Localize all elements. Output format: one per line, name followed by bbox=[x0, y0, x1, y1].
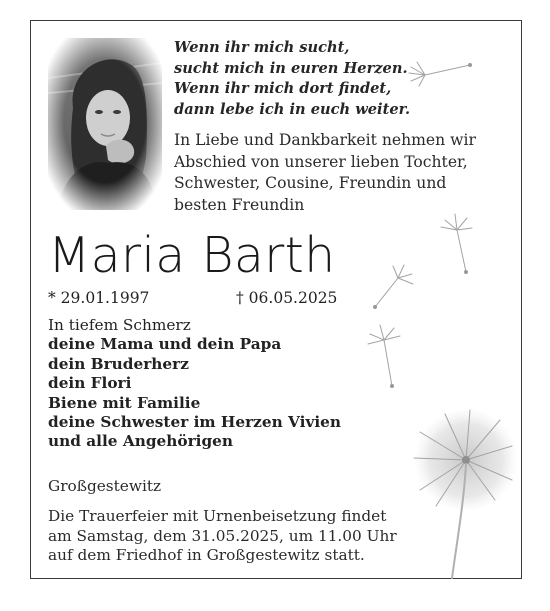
poem-line: dann lebe ich in euch weiter. bbox=[174, 100, 411, 118]
mourner-line: dein Flori bbox=[48, 374, 132, 393]
deceased-name: Maria Barth bbox=[48, 227, 336, 284]
dandelion-head bbox=[414, 408, 518, 578]
intro-line: besten Freundin bbox=[174, 195, 305, 214]
mourner-line: deine Mama und dein Papa bbox=[48, 335, 282, 354]
intro-text bbox=[174, 130, 504, 216]
mourners-list bbox=[48, 316, 408, 452]
service-info bbox=[48, 507, 408, 566]
intro-line: Schwester, Cousine, Freundin und bbox=[174, 174, 447, 192]
portrait-photo bbox=[48, 38, 162, 210]
birth-date: * 29.01.1997 bbox=[48, 289, 150, 307]
poem bbox=[174, 38, 494, 120]
mourner-line: deine Schwester im Herzen Vivien bbox=[48, 413, 341, 432]
service-line: auf dem Friedhof in Großgestewitz statt. bbox=[48, 546, 365, 565]
intro-line: Abschied von unserer lieben Tochter, bbox=[174, 152, 468, 171]
place-name: Großgestewitz bbox=[48, 477, 162, 495]
death-date: † 06.05.2025 bbox=[236, 289, 338, 307]
service-line: Die Trauerfeier mit Urnenbeisetzung findet bbox=[48, 507, 387, 525]
poem-line: sucht mich in euren Herzen. bbox=[174, 59, 408, 77]
mourner-line: dein Bruderherz bbox=[48, 354, 189, 373]
mourners-intro: In tiefem Schmerz bbox=[48, 316, 191, 334]
mourner-line: und alle Angehörigen bbox=[48, 432, 234, 451]
mourner-line: Biene mit Familie bbox=[48, 393, 201, 412]
service-line: am Samstag, dem 31.05.2025, um 11.00 Uhr bbox=[48, 526, 397, 545]
poem-line: Wenn ihr mich dort findet, bbox=[174, 80, 392, 97]
dandelion-seed bbox=[441, 214, 472, 274]
intro-line: In Liebe und Dankbarkeit nehmen wir bbox=[174, 131, 476, 149]
poem-line: Wenn ihr mich sucht, bbox=[174, 39, 350, 56]
dandelion-seed bbox=[373, 265, 413, 309]
